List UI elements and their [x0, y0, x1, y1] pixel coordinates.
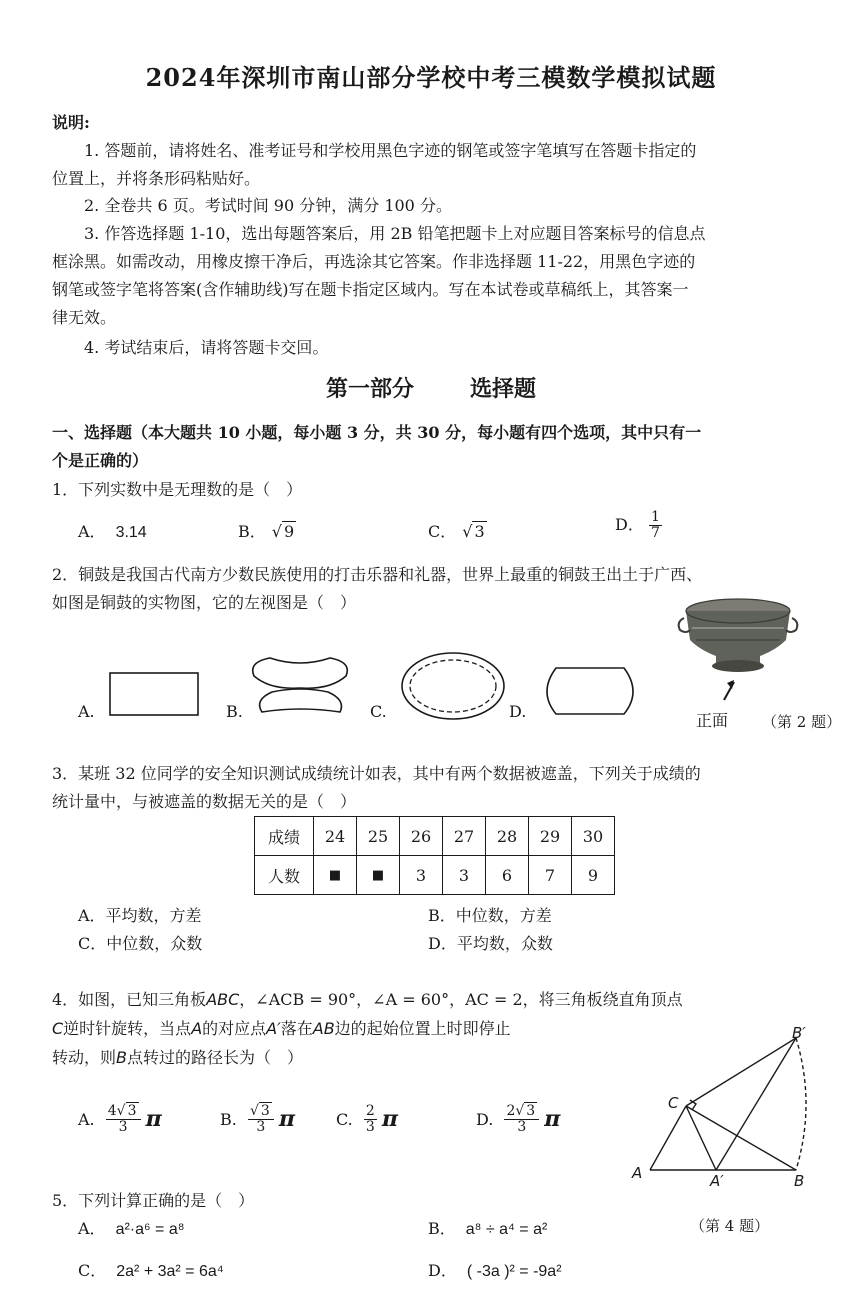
frac-den: 3 — [118, 1119, 128, 1135]
table-cell: 27 — [443, 817, 486, 856]
frac-radicand: 3 — [526, 1103, 536, 1119]
q2-shape-b — [253, 658, 348, 712]
q1-option-b: B． √ 9 — [238, 522, 295, 541]
q4-stem-c — [52, 1043, 303, 1072]
frac-coef: 2 — [506, 1103, 516, 1119]
table-cell: 3 — [443, 856, 486, 895]
table-cell: 6 — [486, 856, 529, 895]
table-cell: 26 — [400, 817, 443, 856]
q5-option-d — [428, 1256, 562, 1286]
option-label: C． — [78, 1261, 107, 1280]
frac-num: 1 — [650, 509, 660, 525]
option-label: C. — [336, 1110, 353, 1129]
stem-math: ABC — [206, 990, 240, 1009]
table-row — [255, 817, 615, 856]
frac-radicand: 3 — [260, 1103, 270, 1119]
q4-stem-b — [52, 1014, 511, 1043]
note-3a: 3. 作答选择题 1-10，选出每题答案后，用 2B 铅笔把题卡上对应题目答案标号的信息点 — [84, 224, 706, 243]
stem-math: A — [191, 1019, 203, 1038]
q4-caption: （第 4 题） — [690, 1217, 770, 1235]
q5-option-b — [428, 1214, 547, 1244]
table-cell: 28 — [486, 817, 529, 856]
option-label: B． — [428, 1219, 456, 1238]
q3-option-d: D．平均数，众数 — [428, 934, 553, 953]
notes-heading: 说明: — [52, 113, 90, 132]
q4-label-b-prime: B′ — [792, 1024, 806, 1042]
table-row — [255, 856, 615, 895]
pi-symbol: π — [145, 1106, 162, 1132]
q4-triangle-figure — [620, 1020, 850, 1200]
frac-coef: 4 — [107, 1103, 117, 1119]
q4-label-c: C — [668, 1094, 679, 1112]
q1-option-c: C． √ 3 — [428, 522, 485, 541]
table-cell: 24 — [314, 817, 357, 856]
option-label: A． — [78, 522, 106, 541]
q1-stem: 1．下列实数中是无理数的是（ ） — [52, 480, 303, 499]
stem-text: 的对应点 — [202, 1019, 267, 1038]
note-3c: 钢笔或签字笔将答案(含作辅助线)写在题卡指定区域内。写在本试卷或草稿纸上，其答案一 — [52, 280, 689, 299]
stem-text: 逆时针旋转，当点 — [63, 1019, 192, 1038]
option-label: A. — [78, 1110, 95, 1129]
q2-option-a-label: A. — [78, 702, 95, 721]
note-3b: 框涂黑。如需改动，用橡皮擦干净后，再选涂其它答案。作非选择题 11-22，用黑色字迹的 — [52, 252, 696, 271]
option-label: C． — [428, 522, 457, 541]
q4-option-b: B. $\frac{√ 3}{3}$ π — [220, 1103, 295, 1135]
option-value: 9 — [283, 522, 295, 541]
stem-text: 4．如图，已知三角板 — [52, 990, 207, 1009]
table-cell: ■ — [357, 856, 400, 895]
frac-den: 3 — [517, 1119, 527, 1135]
option-value: 3.14 — [115, 524, 147, 541]
stem-text: ，∠ACB = 90°，∠A = 60°，AC = 2，将三角板绕直角顶点 — [239, 990, 683, 1009]
note-4: 4. 考试结束后，请将答题卡交回。 — [84, 338, 329, 357]
table-cell: ■ — [314, 856, 357, 895]
q4-option-a: A. $\frac{4√ 3}{3}$ π — [78, 1103, 162, 1135]
bronze-drum-image — [679, 599, 798, 700]
stem-text: 落在 — [280, 1019, 313, 1038]
stem-text: 点转过的路径长为（ ） — [127, 1048, 304, 1067]
table-cell: 30 — [572, 817, 615, 856]
q3-score-table — [254, 816, 615, 895]
table-cell: 25 — [357, 817, 400, 856]
frac-den: 7 — [650, 525, 660, 541]
option-label: A． — [78, 1219, 106, 1238]
q3-option-b: B．中位数，方差 — [428, 906, 552, 925]
stem-math: C — [52, 1019, 64, 1038]
q4-option-d: D. $\frac{2√ 3}{3}$ π — [476, 1103, 561, 1135]
option-label: B． — [238, 522, 266, 541]
q3-option-a: A．平均数，方差 — [78, 906, 202, 925]
part1-heading-a: 一、选择题（本大题共 10 小题，每小题 3 分，共 30 分，每小题有四个选项，其中只有一 — [52, 423, 702, 442]
q2-stem-b: 如图是铜鼓的实物图，它的左视图是（ ） — [52, 593, 357, 612]
exam-title: 2024年深圳市南山部分学校中考三模数学模拟试题 — [145, 63, 717, 92]
q4-label-a-prime: A′ — [710, 1172, 724, 1190]
option-label: B. — [220, 1110, 237, 1129]
pi-symbol: π — [278, 1106, 295, 1132]
table-cell: 人数 — [255, 856, 314, 895]
q4-label-a: A — [632, 1164, 643, 1182]
part1-heading-b: 个是正确的） — [52, 451, 149, 470]
table-cell: 7 — [529, 856, 572, 895]
option-value: 3 — [474, 522, 485, 541]
table-cell: 29 — [529, 817, 572, 856]
frac-den: 3 — [256, 1119, 266, 1135]
q5-option-a — [78, 1214, 184, 1244]
q2-shape-c — [402, 653, 504, 719]
frac-num: 2 — [365, 1103, 375, 1119]
stem-math: B — [116, 1048, 127, 1067]
q2-option-b-label: B. — [226, 702, 243, 721]
option-label: D. — [476, 1110, 494, 1129]
q2-front-label: 正面 — [696, 711, 729, 730]
q3-stem-b: 统计量中，与被遮盖的数据无关的是（ ） — [52, 792, 357, 811]
option-expr: 2a² + 3a² = 6a⁴ — [116, 1263, 224, 1280]
table-cell: 成绩 — [255, 817, 314, 856]
q3-option-c: C．中位数，众数 — [78, 934, 203, 953]
q2-stem-a: 2．铜鼓是我国古代南方少数民族使用的打击乐器和礼器，世界上最重的铜鼓王出土于广西、 — [52, 565, 703, 584]
q4-option-c — [336, 1104, 398, 1135]
pi-symbol: π — [544, 1106, 561, 1132]
q5-stem: 5．下列计算正确的是（ ） — [52, 1191, 255, 1210]
q2-caption: （第 2 题） — [762, 713, 842, 731]
option-label: D． — [428, 1261, 457, 1280]
section-part: 第一部分 — [325, 376, 414, 402]
q2-shape-a — [110, 673, 198, 715]
q3-stem-a: 3．某班 32 位同学的安全知识测试成绩统计如表，其中有两个数据被遮盖，下列关于成绩的 — [52, 764, 701, 783]
note-1a: 1. 答题前，请将姓名、准考证号和学校用黑色字迹的钢笔或签字笔填写在答题卡指定的 — [84, 141, 697, 160]
stem-text: 边的起始位置上时即停止 — [334, 1019, 511, 1038]
option-expr: a²·a⁶ = a⁸ — [115, 1221, 185, 1238]
section-name: 选择题 — [470, 376, 537, 402]
option-expr: a⁸ ÷ a⁴ = a² — [465, 1221, 548, 1238]
q2-option-c-label: C. — [370, 702, 387, 721]
stem-math: AB — [312, 1019, 335, 1038]
q5-option-c — [78, 1256, 224, 1286]
stem-math: A′ — [266, 1019, 281, 1038]
q2-shape-d — [547, 668, 633, 714]
option-label: D． — [615, 515, 644, 534]
stem-text: 转动，则 — [52, 1048, 117, 1067]
table-cell: 3 — [400, 856, 443, 895]
table-cell: 9 — [572, 856, 615, 895]
option-expr: ( -3a )² = -9a² — [466, 1263, 562, 1280]
note-2: 2. 全卷共 6 页。考试时间 90 分钟，满分 100 分。 — [84, 196, 452, 215]
q4-label-b: B — [794, 1172, 805, 1190]
frac-den: 3 — [365, 1119, 375, 1135]
pi-symbol: π — [381, 1106, 398, 1132]
frac-radicand: 3 — [127, 1103, 137, 1119]
q4-stem-a — [52, 985, 683, 1014]
q2-option-d-label: D. — [509, 702, 527, 721]
note-3d: 律无效。 — [52, 308, 117, 327]
note-1b: 位置上，并将条形码粘贴好。 — [52, 169, 261, 188]
